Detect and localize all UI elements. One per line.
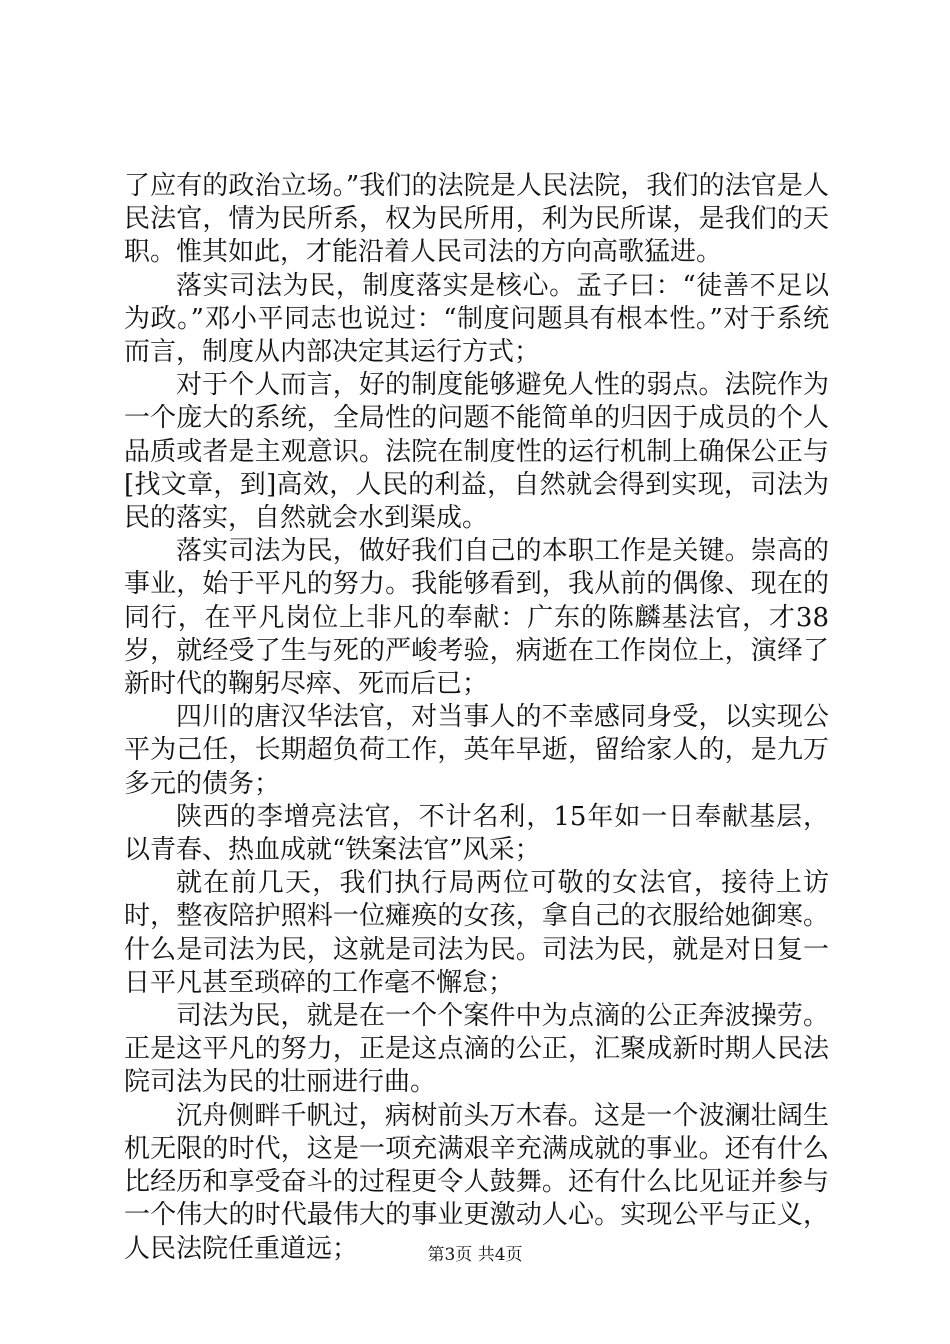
page-number: 第3页 共4页 xyxy=(427,1245,523,1265)
paragraph: 就在前几天，我们执行局两位可敬的女法官，接待上访时，整夜陪护照料一位瘫痪的女孩，拿自己的衣服给她御寒。什么是司法为民，这就是司法为民。司法为民，就是对日复一日平凡甚至琐碎的工作毫不懈怠； xyxy=(124,868,829,998)
page-footer xyxy=(0,1244,950,1266)
paragraph: 落实司法为民，做好我们自己的本职工作是关键。崇高的事业，始于平凡的努力。我能够看到，我从前的偶像、现在的同行，在平凡岗位上非凡的奉献：广东的陈麟基法官，才38岁，就经受了生与死的严峻考验，病逝在工作岗位上，演绎了新时代的鞠躬尽瘁、死而后已； xyxy=(124,536,829,700)
paragraph: 对于个人而言，好的制度能够避免人性的弱点。法院作为一个庞大的系统，全局性的问题不能简单的归因于成员的个人品质或者是主观意识。法院在制度性的运行机制上确保公正与[找文章，到]高效，人民的利益，自然就会得到实现，司法为民的落实，自然就会水到渠成。 xyxy=(124,370,829,534)
paragraph-continued: 了应有的政治立场。”我们的法院是人民法院，我们的法官是人民法官，情为民所系，权为民所用，利为民所谋，是我们的天职。惟其如此，才能沿着人民司法的方向高歌猛进。 xyxy=(124,171,829,268)
paragraph: 陕西的李增亮法官，不计名利，15年如一日奉献基层，以青春、热血成就“铁案法官”风采； xyxy=(124,801,829,866)
document-body xyxy=(124,170,829,1266)
paragraph: 四川的唐汉华法官，对当事人的不幸感同身受，以实现公平为己任，长期超负荷工作，英年早逝，留给家人的，是九万多元的债务； xyxy=(124,702,829,799)
paragraph: 沉舟侧畔千帆过，病树前头万木春。这是一个波澜壮阔生机无限的时代，这是一项充满艰辛充满成就的事业。还有什么比经历和享受奋斗的过程更令人鼓舞。还有什么比见证并参与一个伟大的时代最伟大的事业更激动人心。实现公平与正义，人民法院任重道远； xyxy=(124,1100,829,1264)
paragraph: 司法为民，就是在一个个案件中为点滴的公正奔波操劳。正是这平凡的努力，正是这点滴的公正，汇聚成新时期人民法院司法为民的壮丽进行曲。 xyxy=(124,1001,829,1098)
paragraph: 落实司法为民，制度落实是核心。孟子曰：“徒善不足以为政。”邓小平同志也说过：“制度问题具有根本性。”对于系统而言，制度从内部决定其运行方式； xyxy=(124,270,829,368)
